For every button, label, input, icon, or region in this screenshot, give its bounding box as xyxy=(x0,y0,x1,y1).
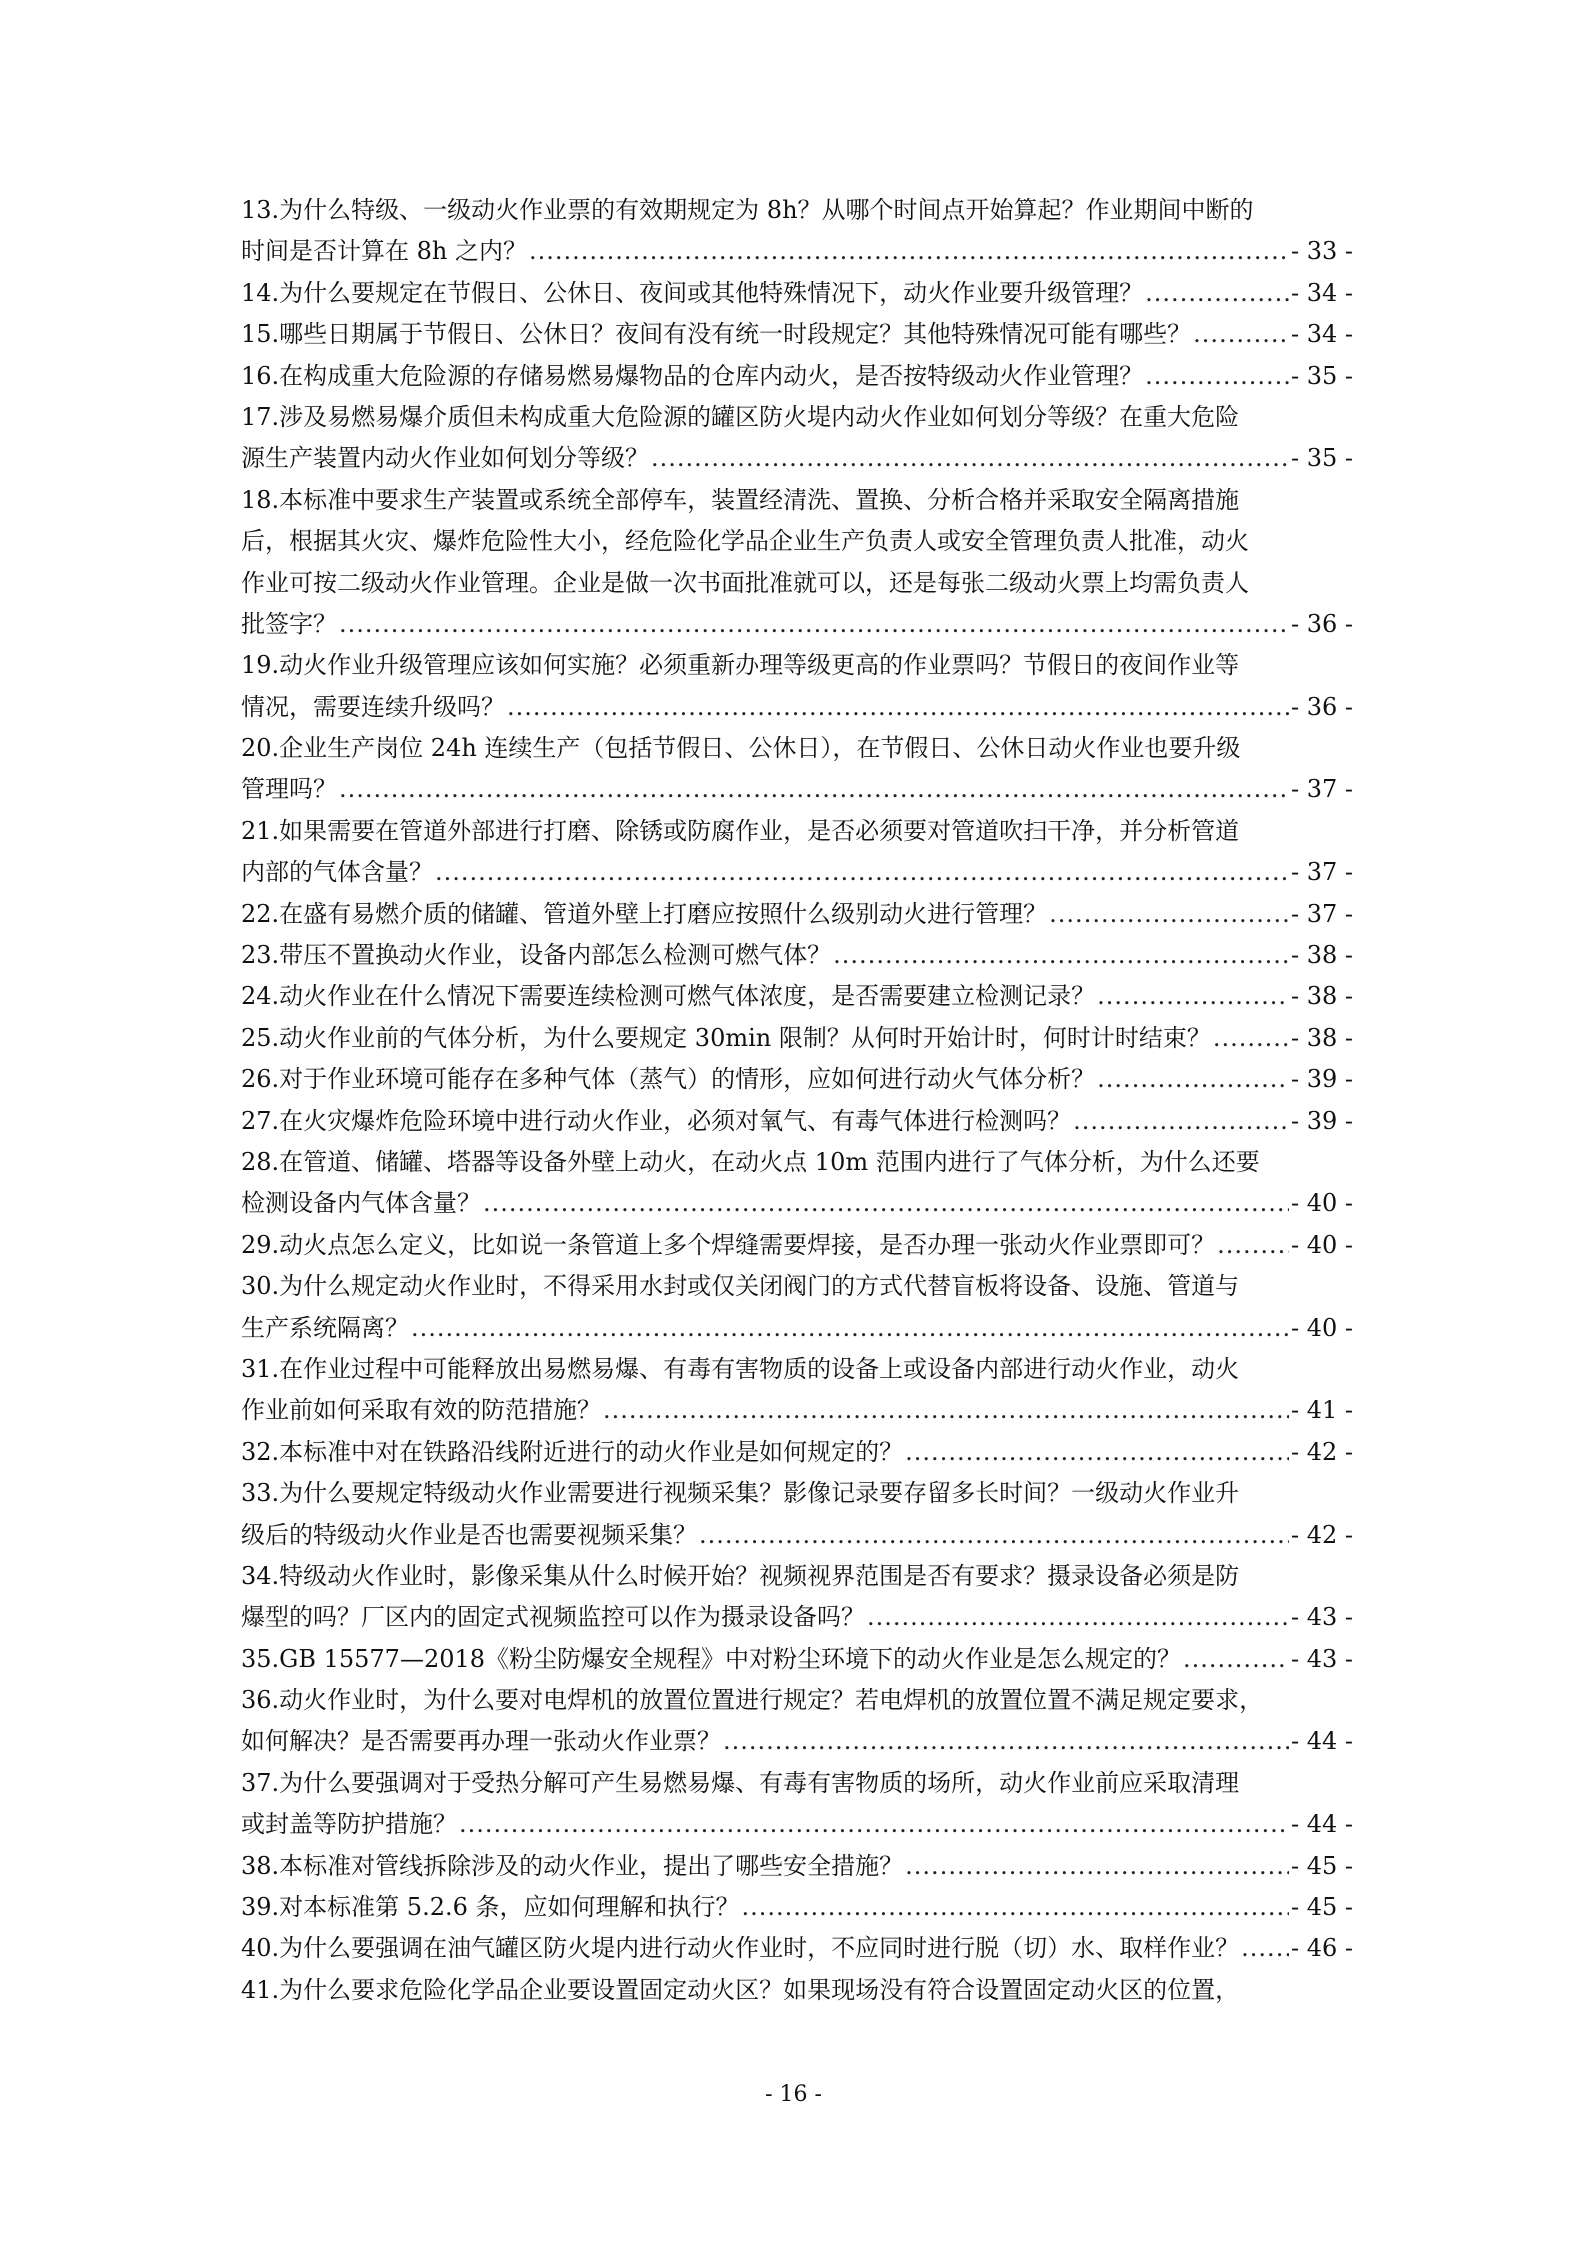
toc-entry-line xyxy=(241,811,1353,852)
toc-entry-line xyxy=(241,1928,1353,1969)
toc-leader-dots xyxy=(905,1846,1289,1887)
toc-page-number: - 38 - xyxy=(1290,1023,1353,1052)
toc-entry-line xyxy=(241,1763,1353,1804)
toc-entry-line xyxy=(241,1887,1353,1928)
toc-entry-text: 28.在管道、储罐、塔器等设备外壁上动火，在动火点 10m 范围内进行了气体分析，为什么还要 xyxy=(241,1147,1260,1176)
toc-entry-text: 15.哪些日期属于节假日、公休日？夜间有没有统一时段规定？其他特殊情况可能有哪些？ xyxy=(241,320,1192,349)
toc-leader-dots xyxy=(905,1432,1289,1473)
toc-entry-text: 或封盖等防护措施？ xyxy=(241,1810,457,1839)
toc-entry[interactable] xyxy=(241,1473,1353,1556)
toc-entry-line xyxy=(241,356,1353,397)
toc-leader-dots xyxy=(339,769,1289,810)
toc-entry-text: 31.在作业过程中可能释放出易燃易爆、有毒有害物质的设备上或设备内部进行动火作业，动火 xyxy=(241,1354,1240,1383)
toc-entry-text: 作业前如何采取有效的防范措施？ xyxy=(241,1396,601,1425)
toc-entry-line xyxy=(241,1183,1353,1224)
toc-leader-dots xyxy=(483,1183,1289,1224)
toc-entry-line xyxy=(241,1266,1353,1307)
toc-entry-line xyxy=(241,1970,1353,2011)
toc-page-number: - 44 - xyxy=(1290,1727,1353,1756)
toc-leader-dots xyxy=(723,1721,1289,1762)
toc-entry-line xyxy=(241,687,1353,728)
toc-leader-dots xyxy=(1073,1101,1289,1142)
toc-entry-line xyxy=(241,935,1353,976)
toc-entry-text: 38.本标准对管线拆除涉及的动火作业，提出了哪些安全措施？ xyxy=(241,1851,904,1880)
table-of-contents xyxy=(241,190,1353,2011)
toc-entry[interactable] xyxy=(241,1556,1353,1639)
toc-leader-dots xyxy=(1049,894,1289,935)
toc-leader-dots xyxy=(1097,1059,1289,1100)
toc-page-number: - 43 - xyxy=(1290,1644,1353,1673)
toc-entry-line xyxy=(241,1308,1353,1349)
toc-page-number: - 34 - xyxy=(1290,278,1353,307)
toc-entry-line xyxy=(241,1680,1353,1721)
toc-entry[interactable] xyxy=(241,1266,1353,1349)
toc-leader-dots xyxy=(459,1804,1289,1845)
toc-entry[interactable] xyxy=(241,1018,1353,1059)
toc-entry-line xyxy=(241,1639,1353,1680)
toc-leader-dots xyxy=(742,1887,1289,1928)
toc-entry-line xyxy=(241,231,1353,272)
toc-entry-text: 时间是否计算在 8h 之内？ xyxy=(241,237,527,266)
toc-leader-dots xyxy=(1193,314,1289,355)
toc-entry-line xyxy=(241,728,1353,769)
toc-entry[interactable] xyxy=(241,894,1353,935)
toc-page-number: - 41 - xyxy=(1290,1396,1353,1425)
toc-leader-dots xyxy=(1241,1928,1289,1969)
toc-entry[interactable] xyxy=(241,480,1353,646)
toc-page-number: - 38 - xyxy=(1290,982,1353,1011)
toc-page-number: - 34 - xyxy=(1290,320,1353,349)
toc-entry-line xyxy=(241,1515,1353,1556)
toc-leader-dots xyxy=(411,1308,1289,1349)
toc-entry[interactable] xyxy=(241,728,1353,811)
toc-entry-text: 36.动火作业时，为什么要对电焊机的放置位置进行规定？若电焊机的放置位置不满足规定要求， xyxy=(241,1686,1264,1715)
toc-entry-text: 13.为什么特级、一级动火作业票的有效期规定为 8h？从哪个时间点开始算起？作业期间中断的 xyxy=(241,196,1254,224)
toc-entry-text: 26.对于作业环境可能存在多种气体（蒸气）的情形，应如何进行动火气体分析？ xyxy=(241,1065,1096,1094)
toc-entry[interactable] xyxy=(241,1970,1353,2011)
toc-page-number: - 44 - xyxy=(1290,1810,1353,1839)
toc-entry-line xyxy=(241,1804,1353,1845)
toc-leader-dots xyxy=(1213,1018,1289,1059)
toc-entry[interactable] xyxy=(241,397,1353,480)
toc-page-number: - 36 - xyxy=(1290,609,1353,638)
toc-entry[interactable] xyxy=(241,1763,1353,1846)
toc-page-number: - 39 - xyxy=(1290,1106,1353,1135)
toc-leader-dots xyxy=(699,1515,1289,1556)
toc-entry[interactable] xyxy=(241,1101,1353,1142)
toc-entry-text: 32.本标准中对在铁路沿线附近进行的动火作业是如何规定的？ xyxy=(241,1437,904,1466)
toc-entry[interactable] xyxy=(241,811,1353,894)
toc-entry-text: 24.动火作业在什么情况下需要连续检测可燃气体浓度，是否需要建立检测记录？ xyxy=(241,982,1096,1011)
toc-entry-text: 管理吗？ xyxy=(241,775,337,804)
toc-entry-text: 17.涉及易燃易爆介质但未构成重大危险源的罐区防火堤内动火作业如何划分等级？在重大危险 xyxy=(241,402,1240,431)
toc-entry-line xyxy=(241,1846,1353,1887)
toc-entry-line xyxy=(241,645,1353,686)
toc-entry-text: 34.特级动火作业时，影像采集从什么时候开始？视频视界范围是否有要求？摄录设备必须是防 xyxy=(241,1561,1240,1590)
toc-entry[interactable] xyxy=(241,1639,1353,1680)
toc-entry[interactable] xyxy=(241,1846,1353,1887)
toc-entry-text: 批签字？ xyxy=(241,609,337,638)
toc-entry[interactable] xyxy=(241,1680,1353,1763)
toc-entry-text: 29.动火点怎么定义，比如说一条管道上多个焊缝需要焊接，是否办理一张动火作业票即可？ xyxy=(241,1230,1216,1259)
toc-page-number: - 33 - xyxy=(1290,237,1353,266)
toc-entry-line xyxy=(241,769,1353,810)
toc-leader-dots xyxy=(339,604,1289,645)
toc-entry[interactable] xyxy=(241,1225,1353,1266)
toc-entry-line xyxy=(241,1721,1353,1762)
toc-leader-dots xyxy=(1217,1225,1289,1266)
toc-entry-line xyxy=(241,1142,1353,1183)
toc-page-number: - 45 - xyxy=(1290,1851,1353,1880)
toc-entry-text: 情况，需要连续升级吗？ xyxy=(241,692,505,721)
toc-entry[interactable] xyxy=(241,356,1353,397)
toc-page-number: - 39 - xyxy=(1290,1065,1353,1094)
toc-page-number: - 42 - xyxy=(1290,1520,1353,1549)
toc-page-number: - 37 - xyxy=(1290,858,1353,887)
toc-page-number: - 37 - xyxy=(1290,775,1353,804)
toc-entry[interactable] xyxy=(241,976,1353,1017)
toc-entry-text: 爆型的吗？厂区内的固定式视频监控可以作为摄录设备吗？ xyxy=(241,1603,865,1632)
toc-page-number: - 43 - xyxy=(1290,1603,1353,1632)
toc-entry-text: 生产系统隔离？ xyxy=(241,1313,409,1342)
toc-page-number: - 40 - xyxy=(1290,1189,1353,1218)
toc-entry-text: 20.企业生产岗位 24h 连续生产（包括节假日、公休日），在节假日、公休日动火作业也要升级 xyxy=(241,734,1241,763)
toc-entry-text: 23.带压不置换动火作业，设备内部怎么检测可燃气体？ xyxy=(241,941,832,970)
toc-page-number: - 37 - xyxy=(1290,899,1353,928)
toc-entry-text: 内部的气体含量？ xyxy=(241,858,433,887)
toc-entry-line xyxy=(241,1432,1353,1473)
toc-entry-line xyxy=(241,314,1353,355)
toc-entry-line xyxy=(241,852,1353,893)
toc-entry-line xyxy=(241,1018,1353,1059)
toc-page-number: - 46 - xyxy=(1290,1934,1353,1963)
toc-entry-line xyxy=(241,1349,1353,1390)
toc-entry-text: 14.为什么要规定在节假日、公休日、夜间或其他特殊情况下，动火作业要升级管理？ xyxy=(241,278,1144,307)
toc-entry-text: 25.动火作业前的气体分析，为什么要规定 30min 限制？从何时开始计时，何时计时结束？ xyxy=(241,1023,1211,1052)
toc-leader-dots xyxy=(1145,273,1289,314)
toc-entry[interactable] xyxy=(241,1142,1353,1225)
toc-leader-dots xyxy=(435,852,1289,893)
toc-entry-text: 18.本标准中要求生产装置或系统全部停车，装置经清洗、置换、分析合格并采取安全隔离措施 xyxy=(241,485,1240,514)
toc-entry-text: 后，根据其火灾、爆炸危险性大小，经危险化学品企业生产负责人或安全管理负责人批准，动火 xyxy=(241,527,1249,556)
toc-entry-line xyxy=(241,190,1353,231)
toc-entry[interactable] xyxy=(241,1349,1353,1432)
toc-entry-line xyxy=(241,976,1353,1017)
toc-leader-dots xyxy=(1183,1639,1289,1680)
toc-entry-line xyxy=(241,438,1353,479)
toc-leader-dots xyxy=(529,231,1289,272)
toc-entry-line xyxy=(241,1390,1353,1431)
toc-entry-line xyxy=(241,397,1353,438)
toc-entry-line xyxy=(241,1556,1353,1597)
toc-leader-dots xyxy=(603,1390,1289,1431)
toc-entry-text: 如何解决？是否需要再办理一张动火作业票？ xyxy=(241,1727,721,1756)
toc-page-number: - 40 - xyxy=(1290,1230,1353,1259)
toc-entry-line xyxy=(241,1473,1353,1514)
toc-page-number: - 45 - xyxy=(1290,1893,1353,1922)
toc-entry-line xyxy=(241,563,1353,604)
toc-entry[interactable] xyxy=(241,190,1353,273)
toc-entry-line xyxy=(241,521,1353,562)
toc-page-number: - 38 - xyxy=(1290,941,1353,970)
toc-entry-line xyxy=(241,480,1353,521)
toc-entry-line xyxy=(241,273,1353,314)
toc-entry-text: 19.动火作业升级管理应该如何实施？必须重新办理等级更高的作业票吗？节假日的夜间作业等 xyxy=(241,651,1240,680)
toc-entry-text: 35.GB 15577—2018《粉尘防爆安全规程》中对粉尘环境下的动火作业是怎么规定的？ xyxy=(241,1644,1182,1673)
toc-page-number: - 42 - xyxy=(1290,1437,1353,1466)
toc-entry[interactable] xyxy=(241,1887,1353,1928)
toc-leader-dots xyxy=(1145,356,1289,397)
toc-entry[interactable] xyxy=(241,1059,1353,1100)
toc-entry-text: 27.在火灾爆炸危险环境中进行动火作业，必须对氧气、有毒气体进行检测吗？ xyxy=(241,1106,1072,1135)
page-number-footer: - 16 - xyxy=(765,2082,822,2107)
toc-entry-text: 22.在盛有易燃介质的储罐、管道外壁上打磨应按照什么级别动火进行管理？ xyxy=(241,899,1048,928)
toc-entry-text: 39.对本标准第 5.2.6 条，应如何理解和执行？ xyxy=(241,1893,740,1922)
toc-entry[interactable] xyxy=(241,273,1353,314)
toc-entry-text: 40.为什么要强调在油气罐区防火堤内进行动火作业时，不应同时进行脱（切）水、取样作业？ xyxy=(241,1934,1240,1963)
toc-entry-text: 级后的特级动火作业是否也需要视频采集？ xyxy=(241,1520,697,1549)
toc-entry[interactable] xyxy=(241,314,1353,355)
toc-entry-text: 源生产装置内动火作业如何划分等级？ xyxy=(241,444,649,473)
toc-entry-text: 检测设备内气体含量？ xyxy=(241,1189,481,1218)
toc-leader-dots xyxy=(507,687,1289,728)
toc-entry-line xyxy=(241,1101,1353,1142)
toc-entry-text: 41.为什么要求危险化学品企业要设置固定动火区？如果现场没有符合设置固定动火区的位置， xyxy=(241,1975,1240,2004)
toc-entry-text: 33.为什么要规定特级动火作业需要进行视频采集？影像记录要存留多长时间？一级动火作业升 xyxy=(241,1479,1240,1508)
toc-page-number: - 36 - xyxy=(1290,692,1353,721)
toc-entry[interactable] xyxy=(241,645,1353,728)
toc-leader-dots xyxy=(651,438,1289,479)
toc-entry-line xyxy=(241,1597,1353,1638)
toc-page-number: - 40 - xyxy=(1290,1313,1353,1342)
toc-entry[interactable] xyxy=(241,1928,1353,1969)
toc-leader-dots xyxy=(1097,976,1289,1017)
toc-entry-text: 30.为什么规定动火作业时，不得采用水封或仅关闭阀门的方式代替盲板将设备、设施、管道与 xyxy=(241,1272,1240,1301)
toc-entry[interactable] xyxy=(241,1432,1353,1473)
toc-page-number: - 35 - xyxy=(1290,444,1353,473)
toc-leader-dots xyxy=(867,1597,1289,1638)
toc-entry-line xyxy=(241,1225,1353,1266)
toc-page-number: - 35 - xyxy=(1290,361,1353,390)
toc-entry-line xyxy=(241,894,1353,935)
toc-entry-text: 37.为什么要强调对于受热分解可产生易燃易爆、有毒有害物质的场所，动火作业前应采取清理 xyxy=(241,1768,1240,1797)
toc-entry-line xyxy=(241,1059,1353,1100)
toc-leader-dots xyxy=(833,935,1289,976)
toc-entry-text: 16.在构成重大危险源的存储易燃易爆物品的仓库内动火，是否按特级动火作业管理？ xyxy=(241,361,1144,390)
toc-entry[interactable] xyxy=(241,935,1353,976)
toc-entry-line xyxy=(241,604,1353,645)
toc-entry-text: 21.如果需要在管道外部进行打磨、除锈或防腐作业，是否必须要对管道吹扫干净，并分析管道 xyxy=(241,816,1240,845)
toc-entry-text: 作业可按二级动火作业管理。企业是做一次书面批准就可以，还是每张二级动火票上均需负责人 xyxy=(241,568,1249,597)
